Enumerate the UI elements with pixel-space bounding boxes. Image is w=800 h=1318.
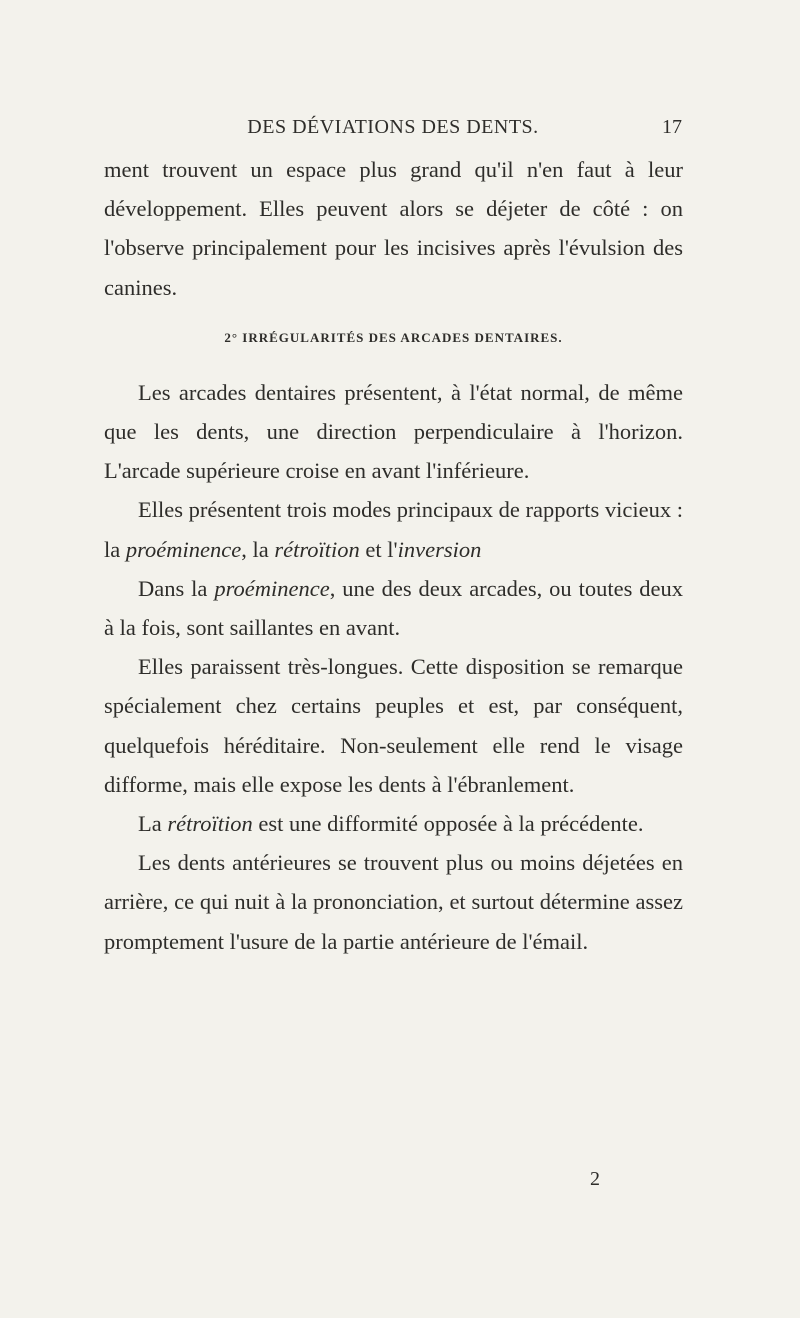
text-run: Dans la [138,575,215,601]
text-run: et l' [359,536,398,562]
italic-term: proéminence [125,536,242,562]
italic-term: rétroïtion [274,536,360,562]
signature-mark: 2 [590,1168,600,1190]
text-run: , une des deux arcades, ou toutes deux à la fois, sont saillantes en avant. [104,575,683,641]
page-number: 17 [662,116,682,138]
text-run: , la [241,536,275,562]
paragraph [104,569,683,647]
text-run: est une difformité opposée à la précédente. [252,811,644,837]
paragraph-continuation: ment trouvent un espace plus grand qu'il n'en faut à leur développement. Elles peuvent alors se déjeter de côté : on l'observe principalement pour les incisives après l'évulsion des canines. [104,157,683,300]
text-run: Elles présentent trois modes principaux de rapports vicieux : la [104,497,683,562]
paragraph [104,490,683,568]
paragraph: Elles paraissent très-longues. Cette disposition se remarque spécialement chez certains peuples et est, par conséquent, quelquefois héréditaire. Non-seulement elle rend le visage difforme, mais elle expose les dents à l'ébranlement. [104,654,683,797]
italic-term: proéminence [214,575,330,601]
body-text [104,150,683,961]
running-head-title: DES DÉVIATIONS DES DENTS. [247,116,539,138]
italic-term: rétroïtion [167,811,253,837]
running-head [104,116,682,140]
italic-term: inversion [397,536,482,562]
text-run: La [138,811,168,837]
paragraph: Les dents antérieures se trouvent plus ou moins déjetées en arrière, ce qui nuit à la prononciation, et surtout détermine assez promptement l'usure de la partie antérieure de l'émail. [104,850,683,954]
paragraph [104,804,683,843]
section-heading: 2° IRRÉGULARITÉS DES ARCADES DENTAIRES. [224,329,563,345]
paragraph: Les arcades dentaires présentent, à l'état normal, de même que les dents, une direction perpendiculaire à l'horizon. L'arcade supérieure croise en avant l'inférieure. [104,379,683,484]
